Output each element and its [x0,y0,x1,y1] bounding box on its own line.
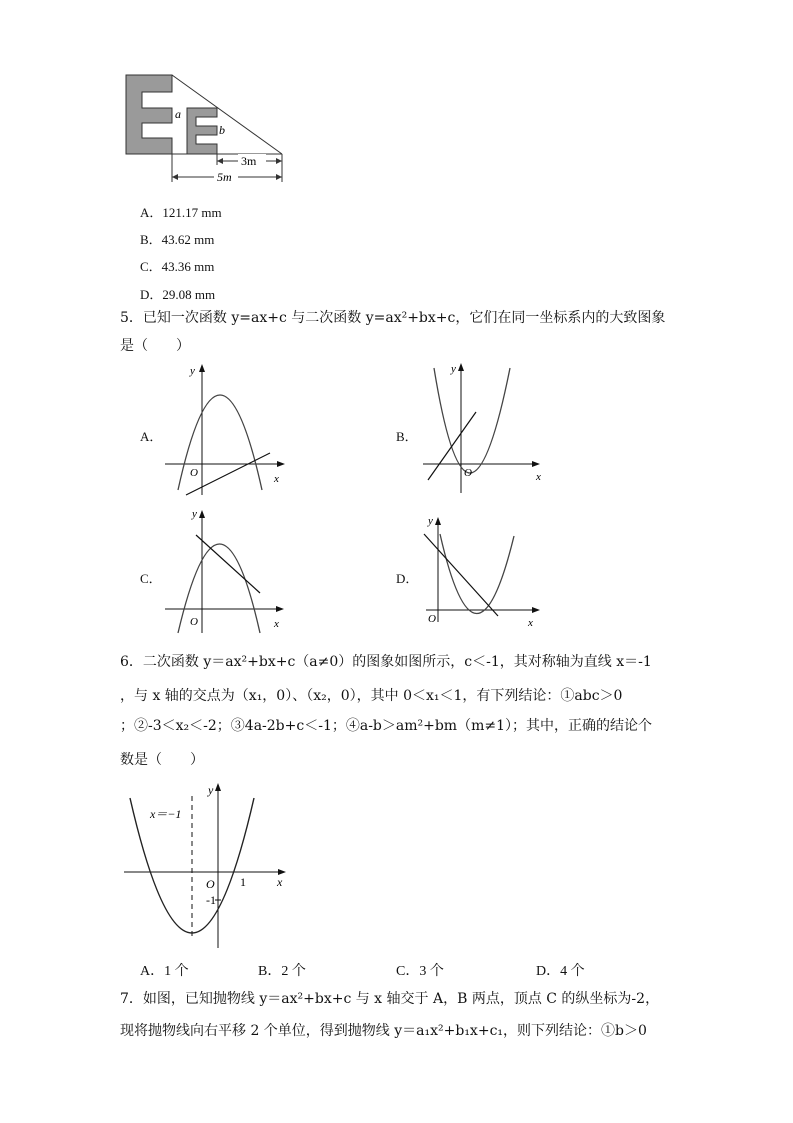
q6-stem-line1: 6．二次函数 y＝ax²+bx+c（a≠0）的图象如图所示，c＜-1，其对称轴为直线 x＝-1 [120,654,652,670]
q7-stem-line2: 现将抛物线向右平移 2 个单位，得到抛物线 y＝a₁x²+b₁x+c₁，则下列结论：①b＞0 [120,1023,647,1039]
q4-option-d[interactable]: D．29.08 mm [140,287,216,302]
svg-text:x: x [274,618,279,630]
q5-label-c[interactable]: C． [140,571,162,586]
svg-text:y: y [208,783,214,797]
svg-text:y: y [428,515,433,527]
svg-text:x: x [274,473,279,485]
q5-graph-b [418,358,548,498]
q6-graph [120,778,300,950]
q6-option-c[interactable]: C．3 个 [396,964,444,979]
q5-stem-line2: 是（ ） [120,338,190,354]
svg-text:1: 1 [240,875,246,889]
svg-text:-1: -1 [206,893,216,907]
label-b: b [219,123,225,137]
svg-text:O: O [464,467,472,479]
svg-text:y: y [451,363,456,375]
q5-graph-d [418,512,548,632]
symmetry-label: x＝−1 [150,807,182,821]
svg-text:O: O [190,616,198,628]
q6-stem-line2: ，与 x 轴的交点为（x₁，0）、（x₂，0），其中 0＜x₁＜1，有下列结论：①abc＞0 [120,688,623,704]
svg-text:O: O [206,877,215,891]
q5-label-a[interactable]: A． [140,429,163,444]
q5-graph-c [160,505,290,635]
svg-text:x: x [528,617,533,629]
q4-option-b[interactable]: B．43.62 mm [140,232,215,247]
q5-label-b[interactable]: B． [396,429,418,444]
q5-label-d[interactable]: D． [396,571,419,586]
q4-option-a[interactable]: A．121.17 mm [140,205,222,220]
q6-option-d[interactable]: D．4 个 [536,964,585,979]
label-a: a [175,107,181,121]
svg-text:y: y [190,365,195,377]
q5-graph-a [160,360,290,500]
dim3-label: 3m [241,154,257,168]
q6-option-b[interactable]: B．2 个 [258,964,306,979]
q7-stem-line1: 7．如图，已知抛物线 y＝ax²+bx+c 与 x 轴交于 A，B 两点，顶点 C 的纵坐标为-2， [120,991,660,1007]
svg-text:y: y [192,508,197,520]
q6-option-a[interactable]: A．1 个 [140,964,189,979]
q4-option-c[interactable]: C．43.36 mm [140,259,215,274]
svg-text:O: O [428,613,436,625]
svg-text:O: O [190,467,198,479]
svg-text:x: x [536,471,541,483]
q5-stem-line1: 5．已知一次函数 y=ax+c 与二次函数 y=ax²+bx+c，它们在同一坐标系内的大致图象 [120,310,666,326]
q4-figure [120,70,290,185]
q6-stem-line3: ；②-3＜x₂＜-2；③4a-2b+c＜-1；④a-b＞am²+bm（m≠1）；其中，正确的结论个 [120,718,652,734]
dim5-label: 5m [217,170,232,184]
svg-text:x: x [277,875,283,889]
q6-stem-line4: 数是（ ） [120,752,204,768]
